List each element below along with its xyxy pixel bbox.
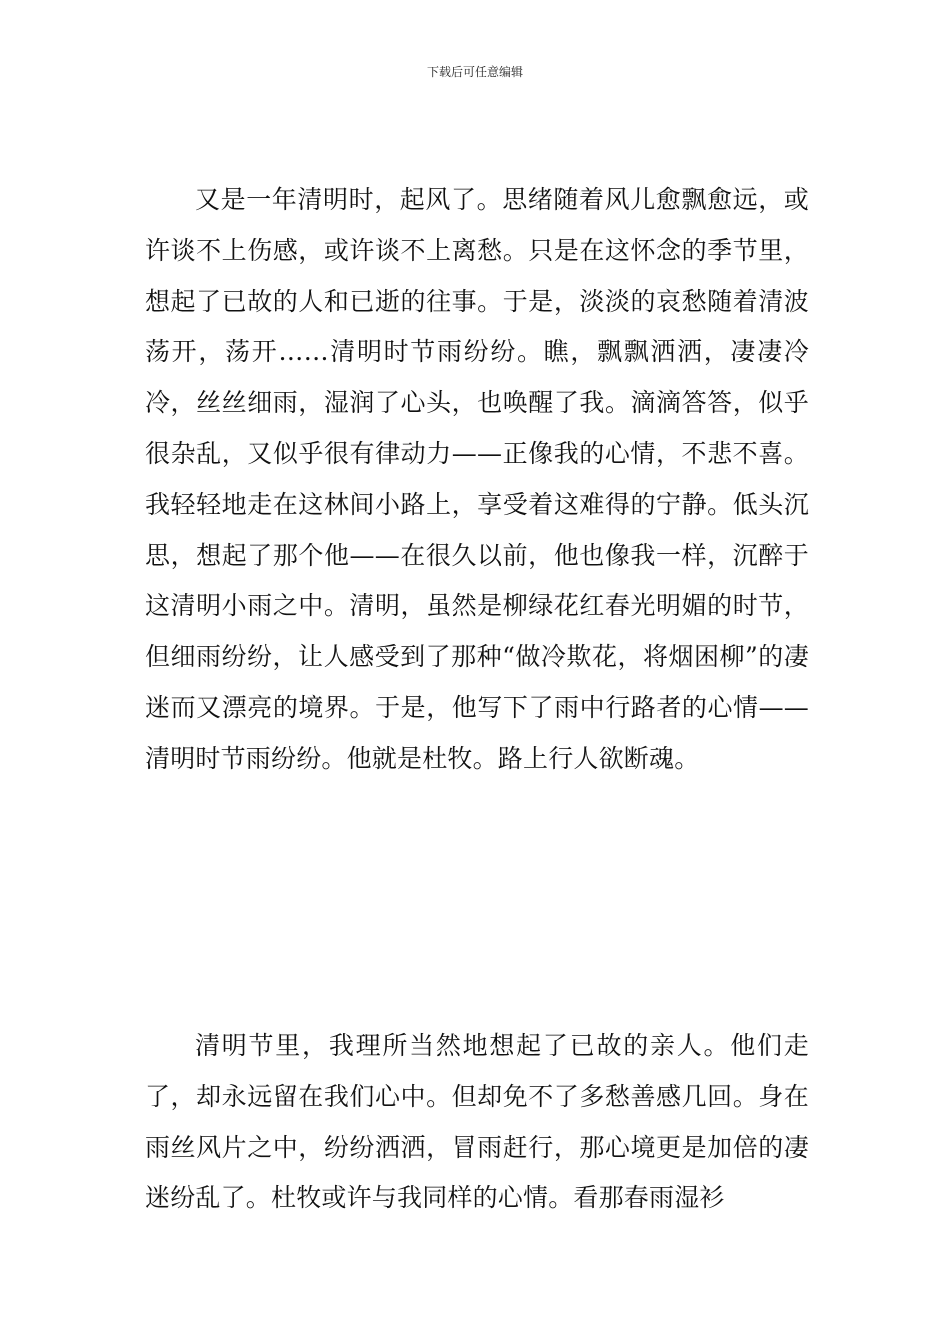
paragraph-1: 又是一年清明时，起风了。思绪随着风儿愈飘愈远，或许谈不上伤感，或许谈不上离愁。只是在这怀念的季节里，想起了已故的人和已逝的往事。于是，淡淡的哀愁随着清波荡开，荡开……清明时节雨纷纷。瞧，飘飘洒洒，凄凄冷冷，丝丝细雨，湿润了心头，也唤醒了我。滴滴答答，似乎很杂乱，又似乎很有律动力——正像我的心情，不悲不喜。我轻轻地走在这林间小路上，享受着这难得的宁静。低头沉思，想起了那个他——在很久以前，他也像我一样，沉醉于这清明小雨之中。清明，虽然是柳绿花红春光明媚的时节，但细雨纷纷，让人感受到了那种“做冷欺花，将烟困柳”的凄迷而又漂亮的境界。于是，他写下了雨中行路者的心情——清明时节雨纷纷。他就是杜牧。路上行人欲断魂。 [145, 185, 809, 773]
paragraph-2: 清明节里，我理所当然地想起了已故的亲人。他们走了，却永远留在我们心中。但却免不了多愁善感几回。身在雨丝风片之中，纷纷洒洒，冒雨赶行，那心境更是加倍的凄迷纷乱了。杜牧或许与我同样的心情。看那春雨湿衫 [145, 1031, 809, 1213]
page-header: 下载后可任意编辑 [426, 65, 523, 79]
